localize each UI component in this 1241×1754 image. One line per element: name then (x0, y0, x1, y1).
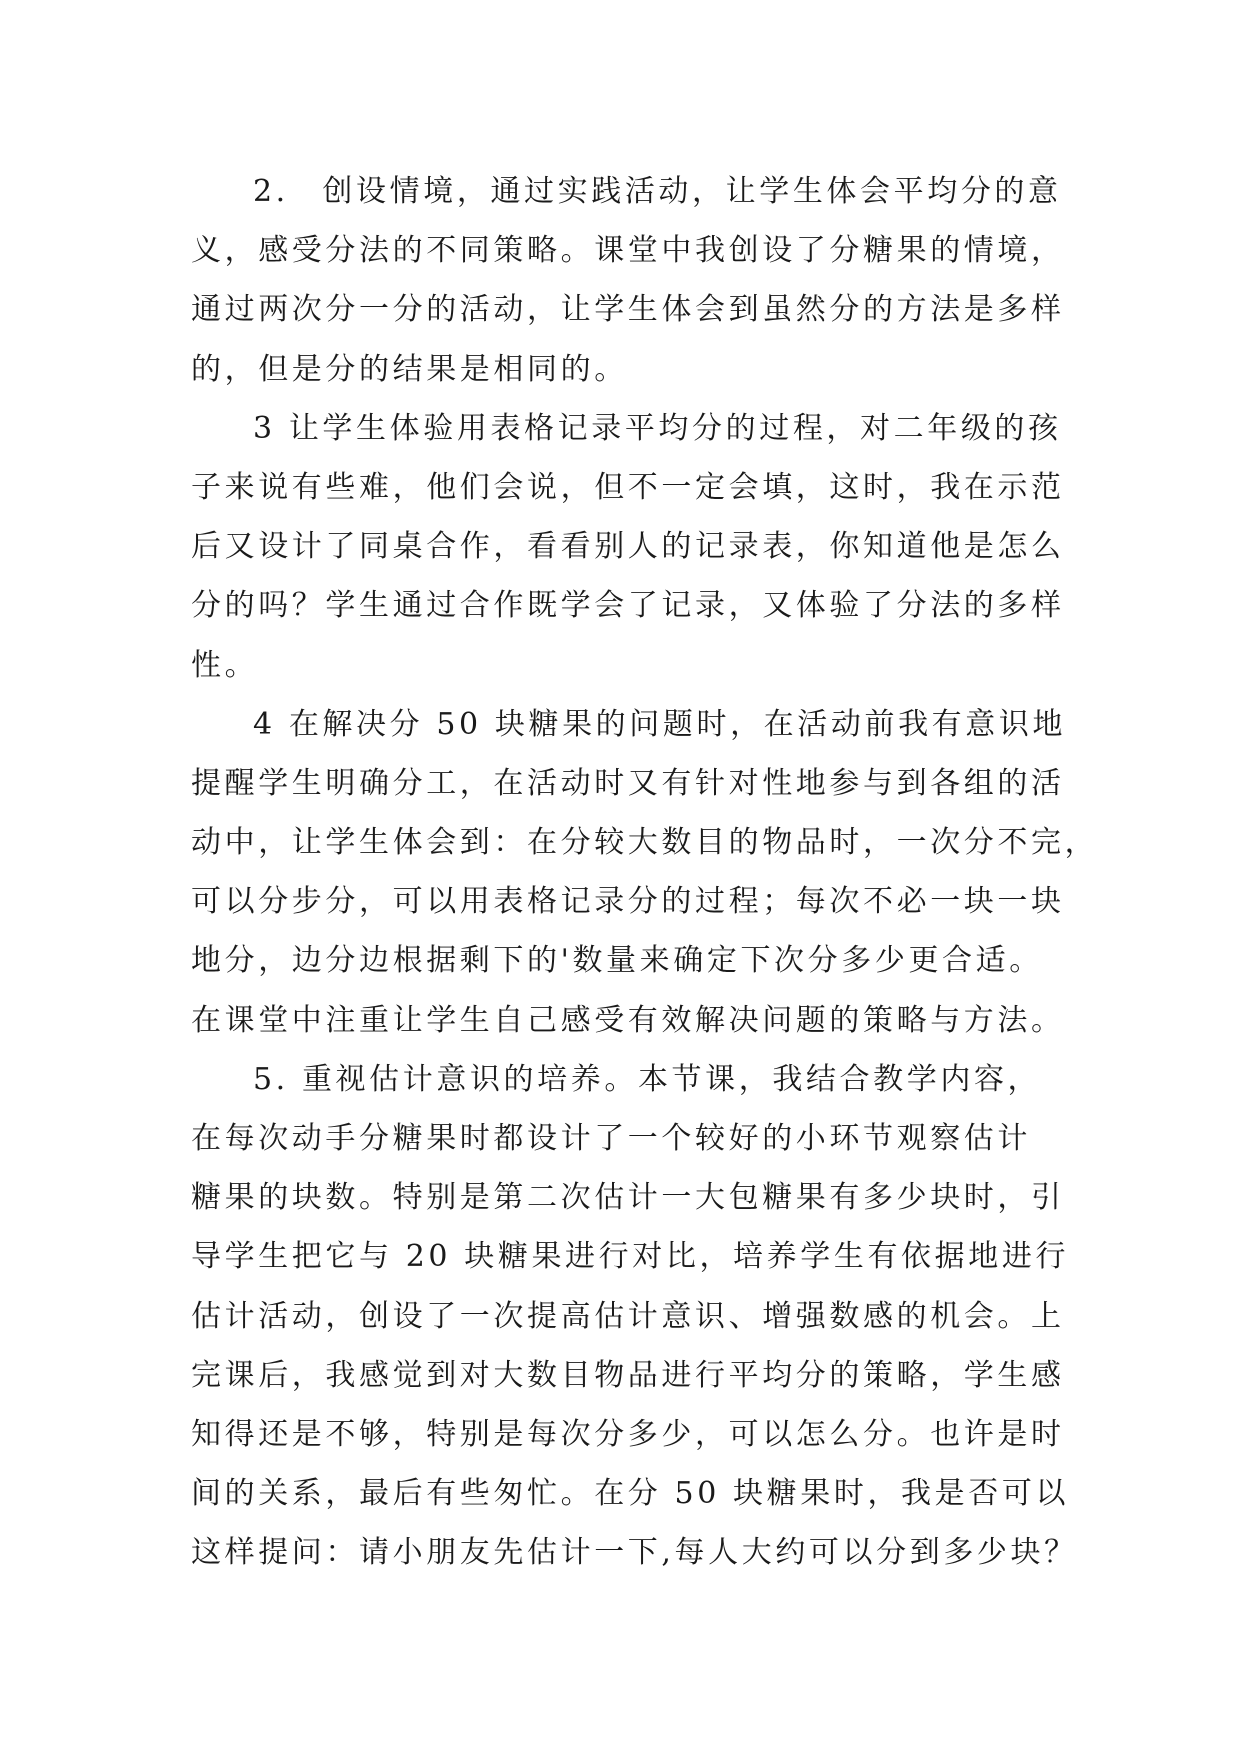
text-line: 完课后，我感觉到对大数目物品进行平均分的策略，学生感 (191, 1357, 1065, 1393)
text-line: 后又设计了同桌合作，看看别人的记录表，你知道他是怎么 (191, 529, 1065, 565)
paragraph-2 (191, 162, 1071, 399)
paragraph-3 (191, 399, 1071, 695)
text-line: 的，但是分的结果是相同的。 (191, 351, 628, 387)
text-line: 导学生把它与 20 块糖果进行对比，培养学生有依据地进行 (191, 1239, 1070, 1275)
text-line: 地分，边分边根据剩下的'数量来确定下次分多少更合适。 (191, 943, 1043, 979)
text-line: 分的吗？学生通过合作既学会了记录，又体验了分法的多样 (191, 588, 1065, 624)
text-line: 义，感受分法的不同策略。课堂中我创设了分糖果的情境， (191, 233, 1065, 269)
text-line: 2. 创设情境，通过实践活动，让学生体会平均分的意 (253, 174, 1062, 209)
paragraph-5 (191, 1050, 1078, 1583)
text-line: 在每次动手分糖果时都设计了一个较好的小环节观察估计 (191, 1121, 1031, 1156)
text-line: 3 让学生体验用表格记录平均分的过程，对二年级的孩 (253, 410, 1062, 446)
text-line: 这样提问：请小朋友先估计一下,每人大约可以分到多少块？ (191, 1535, 1078, 1571)
text-line: 子来说有些难，他们会说，但不一定会填，这时，我在示范 (191, 469, 1065, 505)
text-line: 性。 (191, 647, 259, 683)
paragraph-4 (191, 695, 1099, 1050)
text-line: 动中，让学生体会到：在分较大数目的物品时，一次分不完， (191, 825, 1099, 861)
text-line: 糖果的块数。特别是第二次估计一大包糖果有多少块时，引 (191, 1180, 1065, 1216)
text-line: 间的关系，最后有些匆忙。在分 50 块糖果时，我是否可以 (191, 1476, 1070, 1512)
document-body (191, 162, 1099, 1583)
text-line: 可以分步分，可以用表格记录分的过程；每次不必一块一块 (191, 884, 1065, 920)
text-line: 通过两次分一分的活动，让学生体会到虽然分的方法是多样 (191, 292, 1065, 328)
text-line: 4 在解决分 50 块糖果的问题时，在活动前我有意识地 (253, 706, 1067, 742)
text-line: 知得还是不够，特别是每次分多少，可以怎么分。也许是时 (191, 1416, 1065, 1452)
text-line: 提醒学生明确分工，在活动时又有针对性地参与到各组的活 (191, 765, 1065, 801)
text-line: 5. 重视估计意识的培养。本节课，我结合教学内容， (253, 1061, 1042, 1097)
text-line: 估计活动，创设了一次提高估计意识、增强数感的机会。上 (191, 1298, 1065, 1334)
text-line: 在课堂中注重让学生自己感受有效解决问题的策略与方法。 (191, 1002, 1065, 1038)
